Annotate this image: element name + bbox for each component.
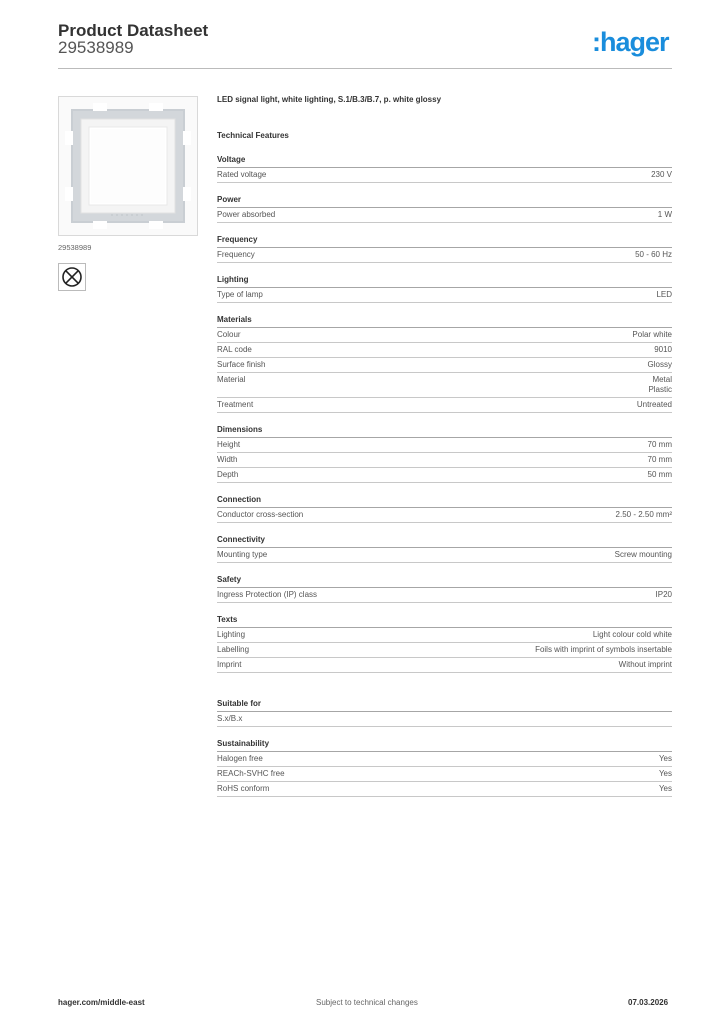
spec-label: Type of lamp	[217, 290, 263, 299]
footer-website[interactable]: hager.com/middle-east	[58, 998, 145, 1007]
spec-row	[217, 658, 672, 673]
spec-value: Yes	[658, 754, 672, 763]
section-title: Dimensions	[217, 423, 672, 438]
spec-label: Colour	[217, 330, 241, 339]
spec-label: Ingress Protection (IP) class	[217, 590, 318, 599]
section-spacer	[217, 673, 672, 697]
spec-value: Polar white	[632, 330, 672, 339]
spec-row	[217, 588, 672, 603]
spec-label: Material	[217, 375, 246, 384]
section-title: Lighting	[217, 273, 672, 288]
spec-row	[217, 373, 672, 398]
spec-row	[217, 398, 672, 413]
section-spacer	[217, 413, 672, 423]
spec-row	[217, 248, 672, 263]
spec-row	[217, 288, 672, 303]
spec-label: RAL code	[217, 345, 252, 354]
header-title: Product Datasheet	[58, 21, 209, 40]
spec-row	[217, 782, 672, 797]
spec-row	[217, 643, 672, 658]
spec-label: Conductor cross-section	[217, 510, 304, 519]
section-title: Voltage	[217, 153, 672, 168]
section-title: Connection	[217, 493, 672, 508]
spec-label: Imprint	[217, 660, 242, 669]
spec-value: 1 W	[657, 210, 672, 219]
section-spacer	[217, 727, 672, 737]
section-title: Power	[217, 193, 672, 208]
section-title: Connectivity	[217, 533, 672, 548]
section-spacer	[217, 483, 672, 493]
spec-value: 70 mm	[647, 455, 672, 464]
spec-label: Power absorbed	[217, 210, 276, 219]
section-spacer	[217, 303, 672, 313]
spec-row	[217, 453, 672, 468]
spec-label: Width	[217, 455, 238, 464]
section-title: Safety	[217, 573, 672, 588]
section-spacer	[217, 143, 672, 153]
spec-value: 50 - 60 Hz	[635, 250, 672, 259]
spec-row	[217, 208, 672, 223]
spec-value: Glossy	[647, 360, 672, 369]
spec-value: Yes	[658, 769, 672, 778]
spec-row	[217, 628, 672, 643]
spec-value: 50 mm	[647, 470, 672, 479]
section-title: Suitable for	[217, 697, 672, 712]
image-caption: 29538989	[58, 243, 92, 252]
spec-row	[217, 343, 672, 358]
spec-label: S.x/B.x	[217, 714, 243, 723]
section-spacer	[217, 563, 672, 573]
spec-label: Treatment	[217, 400, 254, 409]
spec-row	[217, 508, 672, 523]
section-title: Sustainability	[217, 737, 672, 752]
spec-label: Rated voltage	[217, 170, 267, 179]
section-spacer	[217, 263, 672, 273]
spec-label: Frequency	[217, 250, 255, 259]
spec-table	[217, 92, 672, 797]
spec-label: REACh-SVHC free	[217, 769, 285, 778]
spec-label: Lighting	[217, 630, 246, 639]
section-title: Frequency	[217, 233, 672, 248]
spec-value: IP20	[655, 590, 672, 599]
spec-label: Depth	[217, 470, 239, 479]
product-code: 29538989	[58, 38, 134, 57]
lamp-symbol-icon	[58, 263, 86, 291]
spec-row	[217, 712, 672, 727]
spec-row	[217, 328, 672, 343]
spec-row	[217, 468, 672, 483]
spec-value: 2.50 - 2.50 mm²	[615, 510, 672, 519]
spec-value: 230 V	[651, 170, 672, 179]
technical-features-heading: Technical Features	[217, 131, 289, 140]
spec-value: Foils with imprint of symbols insertable	[535, 645, 672, 654]
spec-row	[217, 358, 672, 373]
spec-label: RoHS conform	[217, 784, 270, 793]
spec-value: 70 mm	[647, 440, 672, 449]
spec-row	[217, 168, 672, 183]
spec-value: Metal Plastic	[648, 375, 672, 394]
spec-label: Surface finish	[217, 360, 266, 369]
spec-value: Untreated	[636, 400, 672, 409]
spec-value: Screw mounting	[614, 550, 672, 559]
footer-note: Subject to technical changes	[316, 998, 418, 1007]
section-spacer	[217, 603, 672, 613]
spec-value: Light colour cold white	[592, 630, 672, 639]
spec-row	[217, 548, 672, 563]
footer-date: 07.03.2026	[628, 998, 669, 1007]
spec-value: Without imprint	[618, 660, 672, 669]
spec-label: Height	[217, 440, 241, 449]
section-title: Texts	[217, 613, 672, 628]
spec-value: LED	[656, 290, 672, 299]
hager-logo: :hager	[592, 27, 669, 57]
section-spacer	[217, 223, 672, 233]
spec-label: Labelling	[217, 645, 250, 654]
spec-row	[217, 767, 672, 782]
section-spacer	[217, 523, 672, 533]
header-divider	[58, 68, 672, 69]
spec-row	[217, 438, 672, 453]
section-spacer	[217, 183, 672, 193]
product-image	[58, 96, 198, 236]
product-description: LED signal light, white lighting, S.1/B.3/B.7, p. white glossy	[217, 95, 442, 104]
spec-label: Halogen free	[217, 754, 263, 763]
spec-label: Mounting type	[217, 550, 268, 559]
spec-row	[217, 752, 672, 767]
spec-sections	[217, 143, 672, 797]
spec-value: Yes	[658, 784, 672, 793]
section-title: Materials	[217, 313, 672, 328]
spec-value: 9010	[654, 345, 672, 354]
